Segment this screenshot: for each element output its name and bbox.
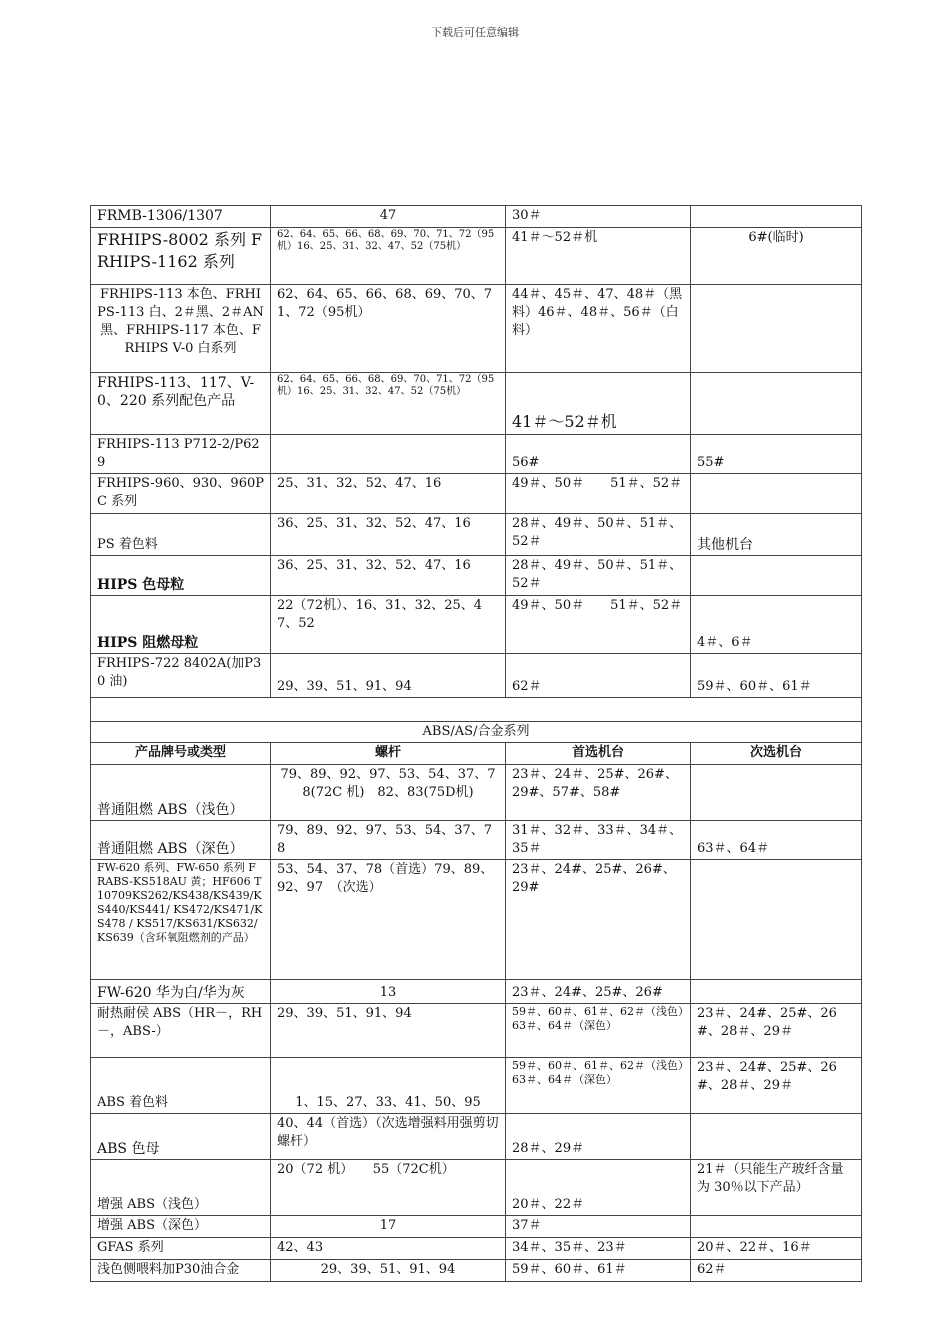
primary-machine-cell: 44＃、45＃、47、48＃（黑料）46＃、48＃、56＃（白料） xyxy=(506,285,691,373)
product-cell: FRHIPS-113 P712-2/P629 xyxy=(91,435,271,474)
secondary-machine-cell xyxy=(691,556,862,596)
secondary-machine-cell: 23＃、24#、25#、26#、28＃、29＃ xyxy=(691,1058,862,1114)
secondary-machine-cell: 21＃（只能生产玻纤含量为 30％以下产品） xyxy=(691,1160,862,1216)
product-cell: 浅色侧喂料加P30油合金 xyxy=(91,1260,271,1282)
table-row xyxy=(91,1160,862,1216)
spacer-row xyxy=(91,698,862,722)
column-header-product: 产品牌号或类型 xyxy=(91,743,271,765)
product-cell: HIPS 色母粒 xyxy=(91,556,271,596)
secondary-machine-cell xyxy=(691,765,862,821)
secondary-machine-cell xyxy=(691,1216,862,1238)
screw-cell: 62、64、65、66、68、69、70、71、72（95机） xyxy=(271,285,506,373)
screw-cell: 17 xyxy=(271,1216,506,1238)
primary-machine-cell: 30＃ xyxy=(506,206,691,228)
screw-cell: 22（72机）、16、31、32、25、47、52 xyxy=(271,596,506,654)
primary-machine-cell: 49＃、50＃ 51＃、52＃ xyxy=(506,596,691,654)
screw-cell: 36、25、31、32、52、47、16 xyxy=(271,556,506,596)
primary-machine-cell: 23＃、24#、25#、26#、29# xyxy=(506,860,691,980)
screw-cell: 62、64、65、66、68、69、70、71、72（95机）16、25、31、32、47、52（75机） xyxy=(271,373,506,435)
table-row xyxy=(91,1260,862,1282)
screw-cell: 53、54、37、78（首选）79、89、92、97 （次选） xyxy=(271,860,506,980)
column-header-primary: 首选机台 xyxy=(506,743,691,765)
product-cell: FW-620 华为白/华为灰 xyxy=(91,980,271,1004)
primary-machine-cell: 23＃、24＃、25#、26#、29#、57#、58# xyxy=(506,765,691,821)
primary-machine-cell: 59＃、60＃、61＃ xyxy=(506,1260,691,1282)
secondary-machine-cell: 6#(临时) xyxy=(691,228,862,285)
product-cell: GFAS 系列 xyxy=(91,1238,271,1260)
section-title: ABS/AS/合金系列 xyxy=(91,722,862,743)
secondary-machine-cell: 59＃、60＃、61＃ xyxy=(691,654,862,698)
screw-cell: 47 xyxy=(271,206,506,228)
table-row xyxy=(91,474,862,514)
primary-machine-cell: 56# xyxy=(506,435,691,474)
product-cell: FRHIPS-8002 系列 FRHIPS-1162 系列 xyxy=(91,228,271,285)
spacer-cell xyxy=(91,698,862,722)
primary-machine-cell: 34＃、35＃、23＃ xyxy=(506,1238,691,1260)
screw-cell: 20（72 机） 55（72C机） xyxy=(271,1160,506,1216)
product-cell: PS 着色料 xyxy=(91,514,271,556)
screw-cell: 36、25、31、32、52、47、16 xyxy=(271,514,506,556)
screw-cell: 79、89、92、97、53、54、37、78(72C 机) 82、83(75D机) xyxy=(271,765,506,821)
product-cell: FW-620 系列、FW-650 系列 FRABS-KS518AU 黄；HF606 T10709KS262/KS438/KS439/KS440/KS441/ KS472/KS471/KS478 / KS517/KS631/KS632/KS639（含环氧阻燃剂的产品） xyxy=(91,860,271,980)
product-cell: FRHIPS-722 8402A(加P30 油) xyxy=(91,654,271,698)
screw-cell: 25、31、32、52、47、16 xyxy=(271,474,506,514)
secondary-machine-cell xyxy=(691,285,862,373)
screw-cell: 1、15、27、33、41、50、95 xyxy=(271,1058,506,1114)
product-cell: FRHIPS-960、930、960PC 系列 xyxy=(91,474,271,514)
product-cell: HIPS 阻燃母粒 xyxy=(91,596,271,654)
screw-cell: 29、39、51、91、94 xyxy=(271,654,506,698)
table-row xyxy=(91,206,862,228)
table-row xyxy=(91,765,862,821)
table-row xyxy=(91,1238,862,1260)
secondary-machine-cell xyxy=(691,980,862,1004)
primary-machine-cell: 62＃ xyxy=(506,654,691,698)
product-cell: FRHIPS-113 本色、FRHIPS-113 白、2＃黑、2＃AN 黑、FRHIPS-117 本色、FRHIPS V-0 白系列 xyxy=(91,285,271,373)
section-title-row xyxy=(91,722,862,743)
table-row xyxy=(91,435,862,474)
table-row xyxy=(91,228,862,285)
primary-machine-cell: 28＃、49＃、50＃、51＃、52＃ xyxy=(506,556,691,596)
secondary-machine-cell: 62＃ xyxy=(691,1260,862,1282)
table-row xyxy=(91,514,862,556)
table-row xyxy=(91,980,862,1004)
table-row xyxy=(91,1004,862,1058)
product-cell: 增强 ABS（深色） xyxy=(91,1216,271,1238)
screw-cell: 79、89、92、97、53、54、37、78 xyxy=(271,821,506,860)
product-cell: 耐热耐侯 ABS（HR－，RH－，ABS-） xyxy=(91,1004,271,1058)
screw-cell: 13 xyxy=(271,980,506,1004)
secondary-machine-cell xyxy=(691,860,862,980)
primary-machine-cell: 31＃、32＃、33＃、34＃、35＃ xyxy=(506,821,691,860)
secondary-machine-cell xyxy=(691,373,862,435)
primary-machine-cell: 59＃、60＃、61＃、62＃（浅色）63＃、64＃（深色） xyxy=(506,1058,691,1114)
page-header-note: 下载后可任意编辑 xyxy=(431,26,519,39)
secondary-machine-cell: 23＃、24#、25#、26#、28＃、29＃ xyxy=(691,1004,862,1058)
primary-machine-cell: 59＃、60＃、61＃、62＃（浅色）63＃、64＃（深色） xyxy=(506,1004,691,1058)
primary-machine-cell: 20＃、22＃ xyxy=(506,1160,691,1216)
table-row xyxy=(91,556,862,596)
table-row xyxy=(91,596,862,654)
table-row xyxy=(91,654,862,698)
primary-machine-cell: 41＃～52＃机 xyxy=(506,228,691,285)
secondary-machine-cell: 63＃、64＃ xyxy=(691,821,862,860)
column-header-screw: 螺杆 xyxy=(271,743,506,765)
table-row xyxy=(91,1058,862,1114)
table-row xyxy=(91,1216,862,1238)
screw-cell xyxy=(271,435,506,474)
screw-cell: 40、44（首选）（次选增强料用强剪切螺杆） xyxy=(271,1114,506,1160)
table-row xyxy=(91,285,862,373)
product-cell: ABS 着色料 xyxy=(91,1058,271,1114)
screw-cell: 62、64、65、66、68、69、70、71、72（95机）16、25、31、32、47、52（75机） xyxy=(271,228,506,285)
screw-cell: 42、43 xyxy=(271,1238,506,1260)
product-cell: 普通阻燃 ABS（浅色） xyxy=(91,765,271,821)
table-row xyxy=(91,821,862,860)
secondary-machine-cell xyxy=(691,1114,862,1160)
secondary-machine-cell: 4＃、6＃ xyxy=(691,596,862,654)
secondary-machine-cell: 20＃、22＃、16＃ xyxy=(691,1238,862,1260)
table-row xyxy=(91,1114,862,1160)
primary-machine-cell: 37＃ xyxy=(506,1216,691,1238)
secondary-machine-cell: 其他机台 xyxy=(691,514,862,556)
column-header-row xyxy=(91,743,862,765)
column-header-secondary: 次选机台 xyxy=(691,743,862,765)
machine-assignment-table xyxy=(90,205,862,1282)
primary-machine-cell: 23＃、24#、25#、26# xyxy=(506,980,691,1004)
screw-cell: 29、39、51、91、94 xyxy=(271,1004,506,1058)
product-cell: FRHIPS-113、117、V-0、220 系列配色产品 xyxy=(91,373,271,435)
product-cell: FRMB-1306/1307 xyxy=(91,206,271,228)
table-row xyxy=(91,860,862,980)
table-row xyxy=(91,373,862,435)
screw-cell: 29、39、51、91、94 xyxy=(271,1260,506,1282)
product-cell: 普通阻燃 ABS（深色） xyxy=(91,821,271,860)
primary-machine-cell: 28＃、29＃ xyxy=(506,1114,691,1160)
secondary-machine-cell: 55# xyxy=(691,435,862,474)
product-cell: ABS 色母 xyxy=(91,1114,271,1160)
primary-machine-cell: 49＃、50＃ 51＃、52＃ xyxy=(506,474,691,514)
secondary-machine-cell xyxy=(691,474,862,514)
secondary-machine-cell xyxy=(691,206,862,228)
product-cell: 增强 ABS（浅色） xyxy=(91,1160,271,1216)
primary-machine-cell: 28＃、49＃、50＃、51＃、52＃ xyxy=(506,514,691,556)
primary-machine-cell: 41＃～52＃机 xyxy=(506,373,691,435)
